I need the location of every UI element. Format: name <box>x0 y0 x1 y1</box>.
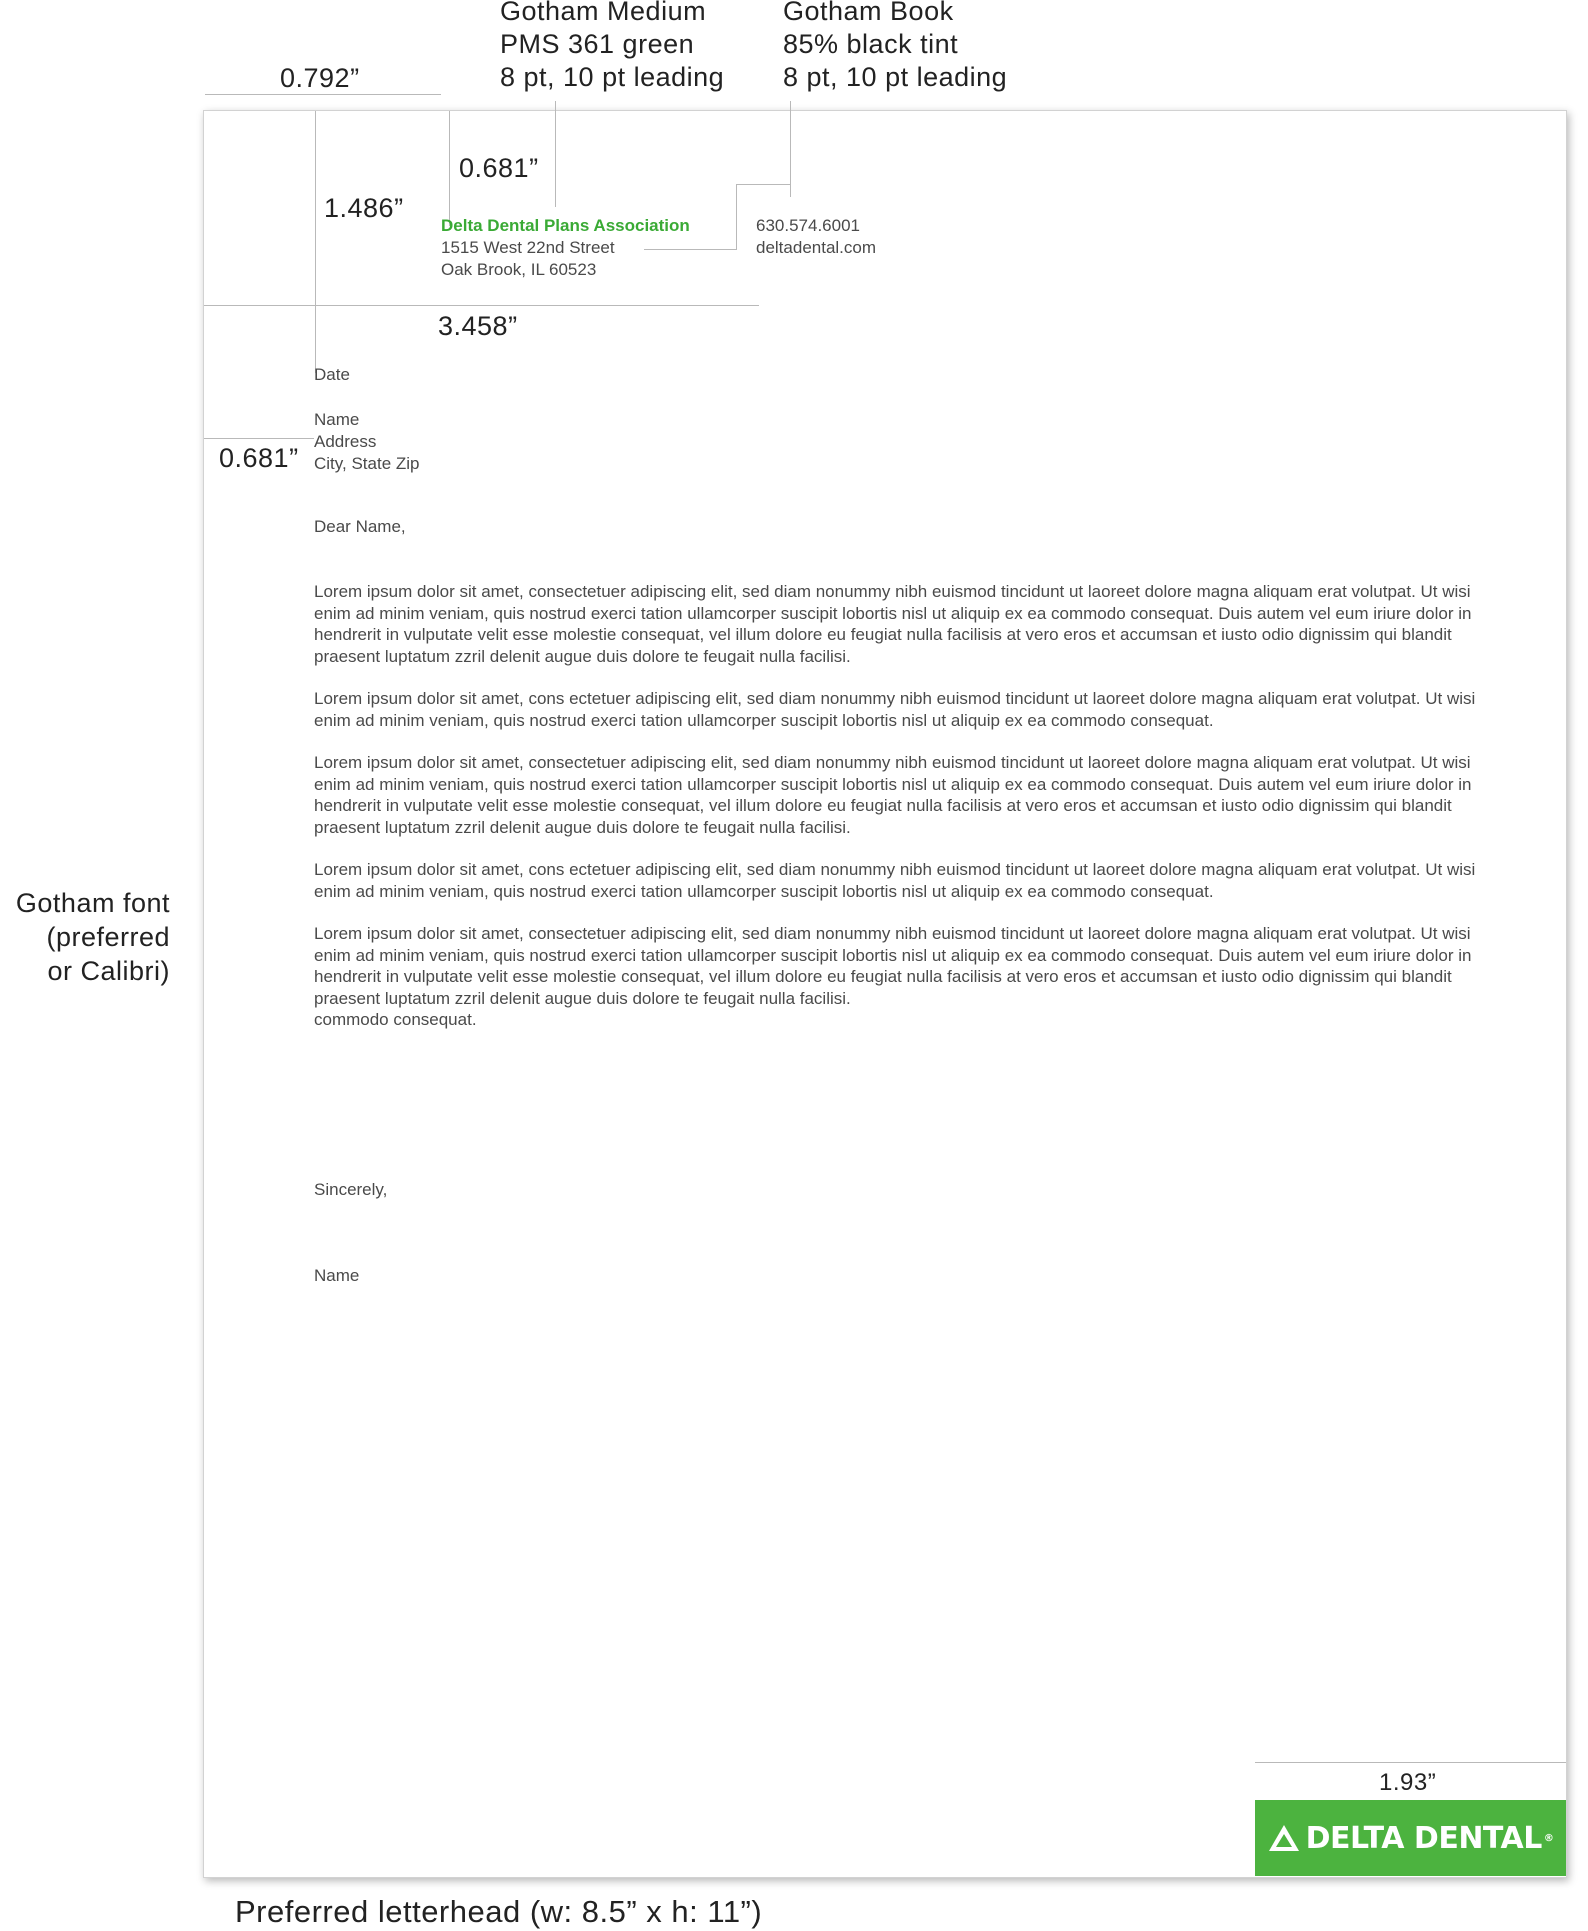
closing: Sincerely, <box>314 1180 388 1199</box>
guide-top-margin <box>315 111 316 373</box>
contact-info <box>756 215 876 259</box>
delta-triangle-icon <box>1268 1824 1300 1852</box>
salutation: Dear Name, <box>314 517 406 536</box>
body-paragraph: Lorem ipsum dolor sit amet, consectetuer adipiscing elit, sed diam nonummy nibh euismod tincidunt ut laoreet dolore magna aliquam erat volutpat. Ut wisi enim ad minim veniam, quis nostrud exerci tation ullamcorper suscipit lobortis nisl ut aliquip ex ea commodo consequat. Duis autem vel eum iriure dolor in hendrerit in vulputate velit esse molestie consequat, vel illum dolore eu feugiat nulla facilisis at vero eros et accumsan et iusto odio dignissim qui blandit praesent luptatum zzril delenit augue duis dolore te feugait nulla facilisi. <box>314 753 1472 837</box>
pointer-heading <box>555 101 556 207</box>
caption: Preferred letterhead (w: 8.5” x h: 11”) <box>235 1894 763 1929</box>
font-side-note: Gotham font (preferred or Calibri) <box>15 888 170 986</box>
phone-number: 630.574.6001 <box>756 216 860 235</box>
letterhead-page <box>203 110 1567 1878</box>
guide-address-margin <box>204 438 314 439</box>
letter-date: Date <box>314 365 350 384</box>
dim-address-margin: 0.681” <box>219 443 299 473</box>
org-name: Delta Dental Plans Association <box>441 216 690 235</box>
city-line: Oak Brook, IL 60523 <box>441 260 597 279</box>
logo-wordmark: DELTA DENTAL <box>1305 1820 1542 1856</box>
body-paragraph: Lorem ipsum dolor sit amet, cons ectetuer adipiscing elit, sed diam nonummy nibh euismod tincidunt ut laoreet dolore magna aliquam erat volutpat. Ut wisi enim ad minim veniam, quis nostrud exerci tation ullamcorper suscipit lobortis nisl ut aliquip ex ea commodo consequat. <box>314 860 1476 901</box>
heading-font-annotation: Gotham Medium PMS 361 green 8 pt, 10 pt leading <box>500 0 725 92</box>
return-address <box>441 215 690 281</box>
pointer-contact-top <box>736 184 791 185</box>
dim-top-margin: 1.486” <box>324 193 404 223</box>
delta-dental-logo <box>1255 1800 1566 1876</box>
body-paragraph: Lorem ipsum dolor sit amet, cons ectetuer adipiscing elit, sed diam nonummy nibh euismod tincidunt ut laoreet dolore magna aliquam erat volutpat. Ut wisi enim ad minim veniam, quis nostrud exerci tation ullamcorper suscipit lobortis nisl ut aliquip ex ea commodo consequat. <box>314 689 1476 730</box>
guide-header-width <box>204 305 759 306</box>
dim-header-indent: 0.681” <box>459 153 539 183</box>
dim-logo-width: 1.93” <box>1379 1769 1437 1796</box>
dim-line-logo <box>1255 1762 1566 1763</box>
pointer-contact-left <box>736 184 737 249</box>
contact-font-annotation: Gotham Book 85% black tint 8 pt, 10 pt leading <box>783 0 1008 92</box>
body-paragraph: Lorem ipsum dolor sit amet, consectetuer adipiscing elit, sed diam nonummy nibh euismod tincidunt ut laoreet dolore magna aliquam erat volutpat. Ut wisi enim ad minim veniam, quis nostrud exerci tation ullamcorper suscipit lobortis nisl ut aliquip ex ea commodo consequat. Duis autem vel eum iriure dolor in hendrerit in vulputate velit esse molestie consequat, vel illum dolore eu feugiat nulla facilisis at vero eros et accumsan et iusto odio dignissim qui blandit praesent luptatum zzril delenit augue duis dolore te feugait nulla facilisi. <box>314 582 1472 666</box>
guide-header-indent <box>449 111 450 226</box>
body-paragraph: Lorem ipsum dolor sit amet, consectetuer adipiscing elit, sed diam nonummy nibh euismod tincidunt ut laoreet dolore magna aliquam erat volutpat. Ut wisi enim ad minim veniam, quis nostrud exerci tation ullamcorper suscipit lobortis nisl ut aliquip ex ea commodo consequat. Duis autem vel eum iriure dolor in hendrerit in vulputate velit esse molestie consequat, vel illum dolore eu feugiat nulla facilisis at vero eros et accumsan et iusto odio dignissim qui blandit praesent luptatum zzril delenit augue duis dolore te feugait nulla facilisi. commodo consequat. <box>314 924 1472 1029</box>
pointer-contact-vertical <box>790 101 791 197</box>
recipient-block: Name Address City, State Zip <box>314 410 420 473</box>
dim-line-left-margin <box>205 94 441 95</box>
signature-name: Name <box>314 1266 360 1285</box>
street-address: 1515 West 22nd Street <box>441 238 615 257</box>
dim-left-margin: 0.792” <box>280 63 360 93</box>
registered-mark: ® <box>1543 1832 1554 1844</box>
website: deltadental.com <box>756 238 877 257</box>
letter-body <box>314 581 1484 1031</box>
dim-header-width: 3.458” <box>438 311 518 341</box>
